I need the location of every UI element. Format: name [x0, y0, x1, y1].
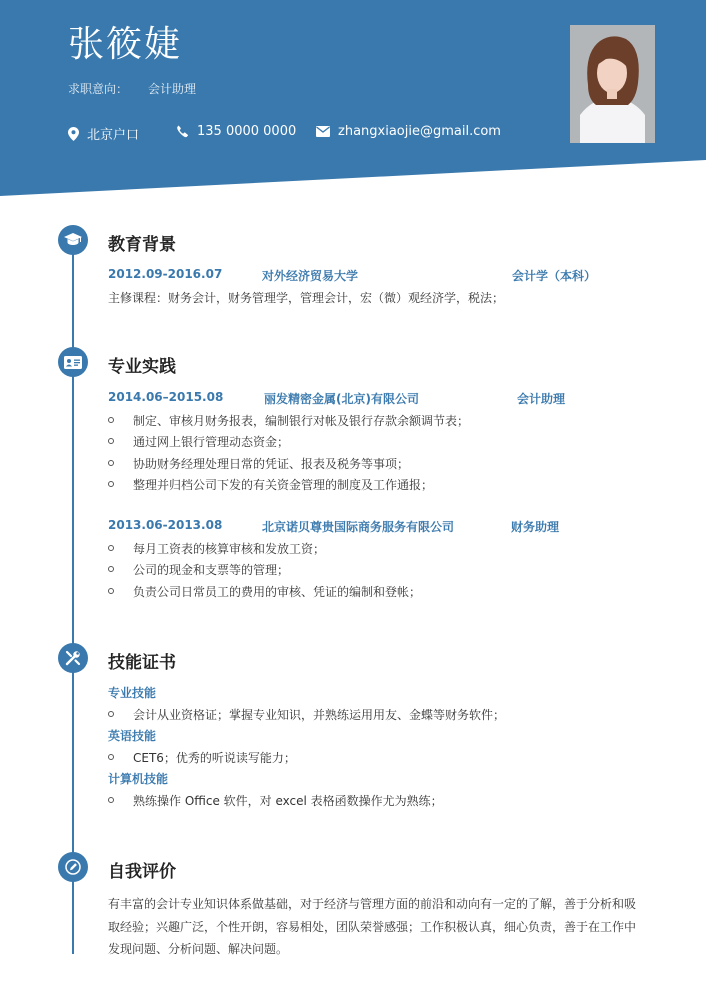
profile-photo — [570, 25, 655, 143]
job-intent-value: 会计助理 — [148, 82, 197, 96]
self-evaluation-text: 有丰富的会计专业知识体系做基础，对于经济与管理方面的前沿和动向有一定的了解，善于分析和吸取经验；兴趣广泛，个性开朗，容易相处，团队荣誉感强；工作积极认真，细心负责，善于在工作中发现问题、分析问题、解决问题。 — [108, 897, 637, 956]
skill-group-3-item: 熟练操作 Office 软件，对 excel 表格函数操作尤为熟练； — [108, 792, 443, 809]
graduation-cap-icon — [64, 233, 82, 247]
skill-group-1-item: 会计从业资格证；掌握专业知识，并熟练运用用友、金蝶等财务软件； — [108, 706, 505, 723]
edit-note-icon — [65, 859, 81, 875]
job-1-item-1: 制定、审核月财务报表，编制银行对帐及银行存款余额调节表； — [108, 412, 469, 429]
location-text: 北京户口 — [87, 128, 140, 143]
job-2-item-1: 每月工资表的核算审核和发放工资； — [108, 540, 325, 557]
email-icon — [316, 126, 330, 137]
education-major: 会计学（本科） — [512, 269, 597, 283]
self-section-icon — [58, 852, 88, 882]
job-2-role: 财务助理 — [511, 520, 560, 534]
email-text: zhangxiaojie@gmail.com — [338, 124, 501, 139]
practice-section-icon — [58, 347, 88, 377]
skill-group-3-name: 计算机技能 — [108, 772, 169, 786]
job-2-company: 北京诺贝尊贵国际商务服务有限公司 — [262, 520, 455, 534]
job-1-company: 丽发精密金属(北京)有限公司 — [264, 392, 419, 406]
skill-group-1-name: 专业技能 — [108, 686, 157, 700]
tools-icon — [65, 650, 81, 666]
phone-icon — [176, 125, 189, 138]
location-pin-icon — [68, 127, 79, 141]
id-card-icon — [64, 356, 82, 369]
location-info — [68, 124, 139, 143]
job-2-item-2: 公司的现金和支票等的管理； — [108, 561, 289, 578]
education-school: 对外经济贸易大学 — [262, 269, 359, 283]
job-intent-label: 求职意向： — [68, 82, 129, 96]
job-intent — [68, 80, 196, 97]
skill-group-2-name: 英语技能 — [108, 729, 157, 743]
email-info — [316, 124, 501, 139]
skill-group-2-item: CET6；优秀的听说读写能力； — [108, 749, 296, 766]
job-1-item-4: 整理并归档公司下发的有关资金管理的制度及工作通报； — [108, 476, 433, 493]
job-1-item-3: 协助财务经理处理日常的凭证、报表及税务等事项； — [108, 455, 409, 472]
self-title: 自我评价 — [108, 862, 176, 882]
education-period: 2012.09-2016.07 — [108, 267, 223, 281]
phone-text: 135 0000 0000 — [197, 124, 297, 139]
job-1-item-2: 通过网上银行管理动态资金； — [108, 433, 289, 450]
job-1-period: 2014.06–2015.08 — [108, 390, 224, 404]
timeline-line — [72, 228, 74, 954]
phone-info — [176, 124, 296, 139]
education-section-icon — [58, 225, 88, 255]
job-2-item-3: 负责公司日常员工的费用的审核、凭证的编制和登帐； — [108, 583, 421, 600]
practice-title: 专业实践 — [108, 357, 176, 377]
job-1-role: 会计助理 — [517, 392, 566, 406]
skills-section-icon — [58, 643, 88, 673]
education-courses: 主修课程：财务会计，财务管理学，管理会计，宏（微）观经济学，税法； — [108, 291, 505, 305]
skills-title: 技能证书 — [108, 653, 176, 673]
candidate-name: 张筱婕 — [68, 24, 183, 65]
job-2-period: 2013.06-2013.08 — [108, 518, 223, 532]
education-title: 教育背景 — [108, 235, 176, 255]
